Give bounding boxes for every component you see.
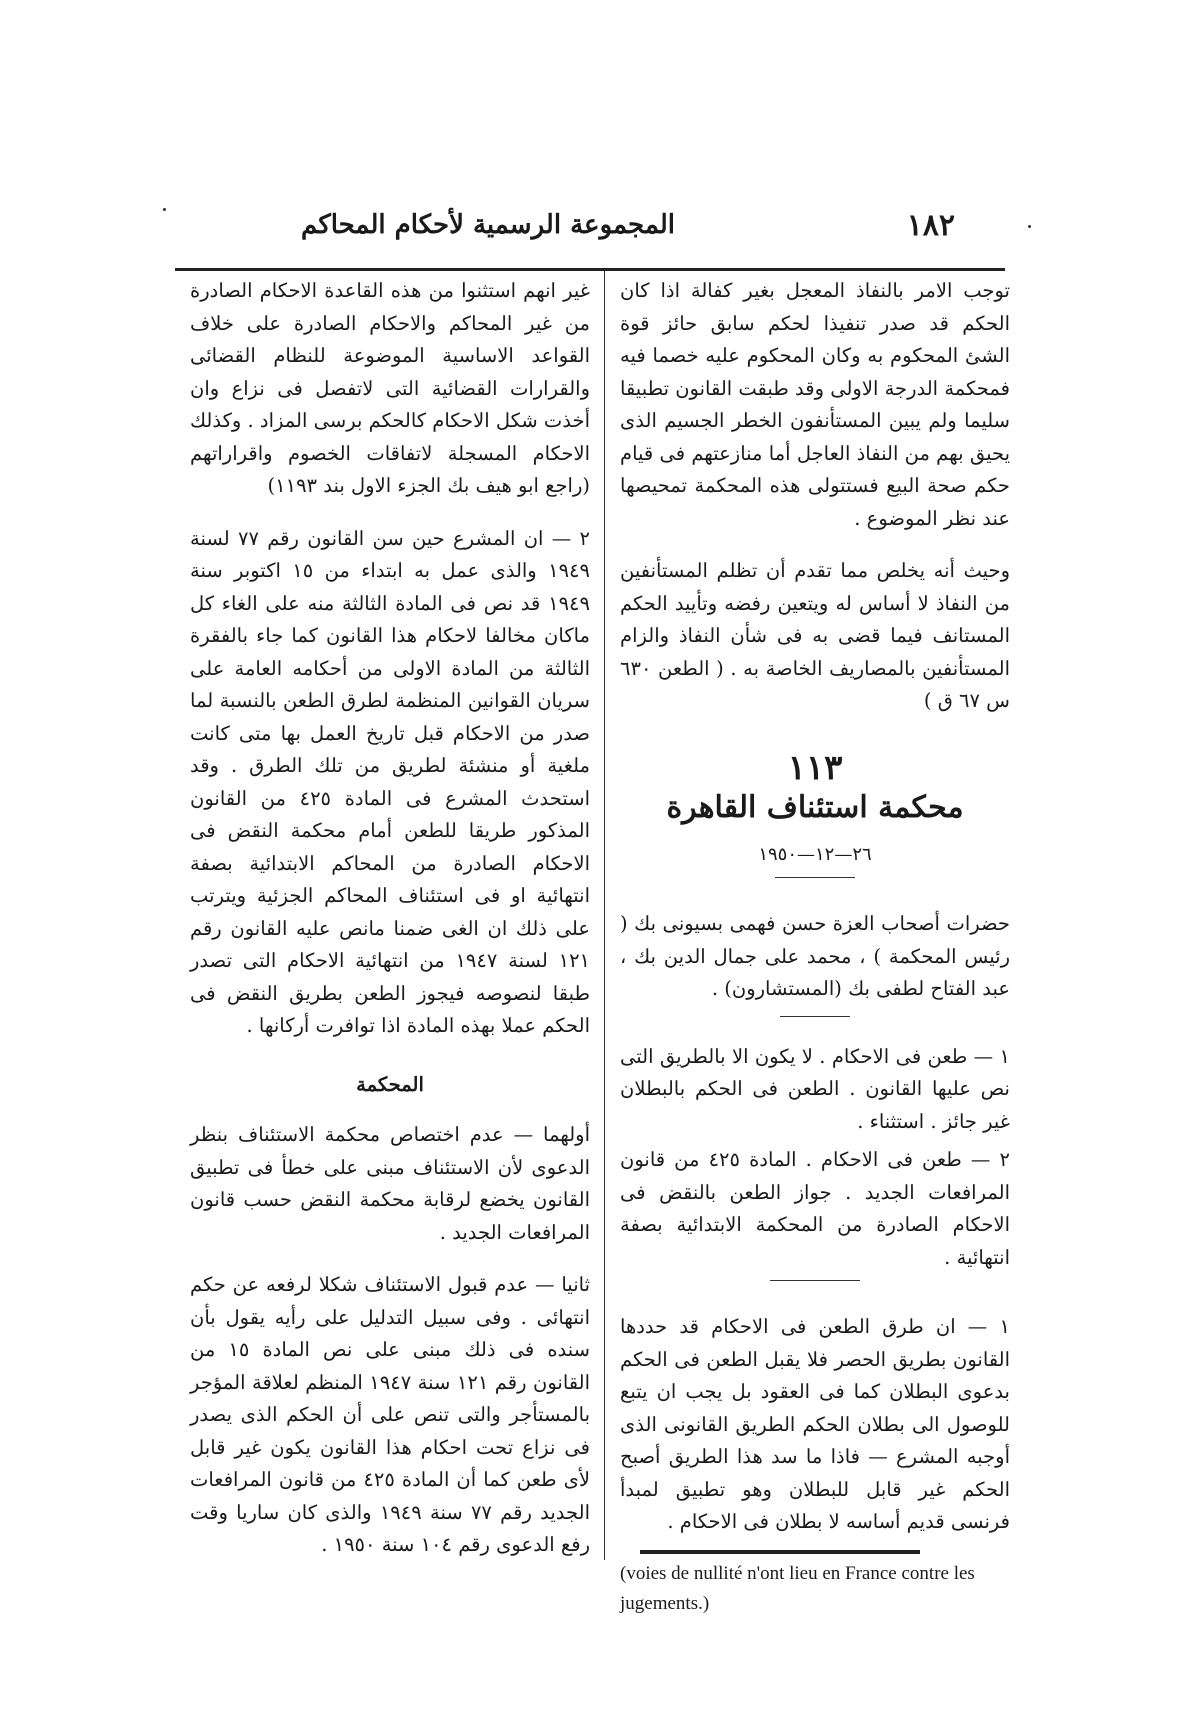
left-paragraph-3: أولهما — عدم اختصاص محكمة الاستئناف بنظر الدعوى لأن الاستئناف مبنى على خطأ فى تطبيق القانون يخضع لرقابة محكمة النقض حسب قانون المرافعات الجديد .	[190, 1123, 590, 1244]
date-rule	[775, 877, 855, 878]
header-rule	[175, 268, 1005, 271]
left-column	[190, 275, 590, 1582]
bench-composition: حضرات أصحاب العزة حسن فهمى بسيونى بك ( رئيس المحكمة ) ، محمد على جمال الدين بك ، عبد الفتاح لطفى بك (المستشارون) .	[620, 912, 1010, 1000]
footer-rule	[640, 1550, 920, 1554]
section-heading: المحكمة	[356, 1072, 424, 1096]
right-paragraph-2: وحيث أنه يخلص مما تقدم أن تظلم المستأنفين من النفاذ لا أساس له ويتعين رفضه وتأييد الحكم المستانف فيما قضى به فى شأن النفاذ والزام المستأنفين بالمصاريف الخاصة به . ( الطعن ٦٣٠ س ٦٧ ق )	[620, 559, 1010, 712]
case-date: ٢٦—١٢—١٩٥٠	[758, 843, 872, 865]
right-paragraph-1: توجب الامر بالنفاذ المعجل بغير كفالة اذا كان الحكم قد صدر تنفيذا لحكم سابق حائز قوة الشئ المحكوم به وكان المحكوم عليه خصما فيه فمحكمة الدرجة الاولى وقد طبقت القانون تطبيقا سليما ولم يبين المستأنفون الخطر الجسيم الذى يحيق بهم من النفاذ العاجل أما منازعتهم فى قيام حكم صحة البيع فستتولى هذه المحكمة تمحيصها عند نظر الموضوع .	[620, 279, 1010, 530]
french-quote: (voies de nullité n'ont lieu en France contre les jugements.)	[620, 1562, 975, 1614]
left-paragraph-1: غير انهم استثنوا من هذه القاعدة الاحكام الصادرة من غير المحاكم والاحكام الصادرة على خلاف القواعد الاساسية الموضوعة للنظام القضائى والقرارات القضائية التى لاتفصل فى نزاع وان أخذت شكل الاحكام كالحكم برسى المزاد . وكذلك الاحكام المسجلة لاتفاقات الخصوم واقراراتهم (راجع ابو هيف بك الجزء الاول بند ١١٩٣)	[190, 279, 590, 497]
page-header	[175, 200, 995, 250]
page-number: ١٨٢	[906, 208, 955, 243]
column-divider	[604, 270, 605, 1560]
bench-rule	[780, 1016, 850, 1017]
headnote-rule	[770, 1280, 860, 1281]
headnote-1: ١ — طعن فى الاحكام . لا يكون الا بالطريق التى نص عليها القانون . الطعن فى الحكم بالبطلان غير جائز . استثناء .	[620, 1044, 1010, 1133]
left-paragraph-2: ٢ — ان المشرع حين سن القانون رقم ٧٧ لسنة ١٩٤٩ والذى عمل به ابتداء من ١٥ اكتوبر سنة ١٩٤٩ قد نص فى المادة الثالثة منه على الغاء كل ماكان مخالفا لاحكام هذا القانون كما جاء بالفقرة الثالثة من المادة الاولى من أحكامه العامة على سريان القوانين المنظمة لطرق الطعن بالنسبة لما صدر من الاحكام قبل تاريخ العمل بها متى كانت ملغية أو منشئة لطريق من تلك الطرق . وقد استحدث المشرع فى المادة ٤٢٥ من القانون المذكور طريقا للطعن أمام محكمة النقض فى الاحكام الصادرة من المحاكم الابتدائية بصفة انتهائية او فى استئناف المحاكم الجزئية ويترتب على ذلك ان الغى ضمنا مانص عليه القانون رقم ١٢١ لسنة ١٩٤٧ من انتهائية الاحكام التى تصدر طبقا لنصوصه فيجوز الطعن بطريق النقض فى الحكم عملا بهذه المادة اذا توافرت أركانها .	[190, 526, 591, 1037]
left-paragraph-4: ثانيا — عدم قبول الاستئناف شكلا لرفعه عن حكم انتهائى . وفى سبيل التدليل على رأيه يقول بأن سنده فى ذلك مبنى على نص المادة ١٥ من القانون رقم ١٢١ سنة ١٩٤٧ المنظم لعلاقة المؤجر بالمستأجر والتى تنص على أن الحكم الذى يصدر فى نزاع تحت احكام هذا القانون يكون غير قابل لأى طعن كما أن المادة ٤٢٥ من قانون المرافعات الجديد رقم ٧٧ سنة ١٩٤٩ والذى كان ساريا وقت رفع الدعوى رقم ١٠٤ سنة ١٩٥٠ .	[190, 1273, 591, 1556]
scan-speck	[163, 208, 166, 211]
right-paragraph-3: ١ — ان طرق الطعن فى الاحكام قد حددها القانون بطريق الحصر فلا يقبل الطعن فى الحكم بدعوى البطلان كما فى العقود بل يجب ان يتبع للوصول الى بطلان الحكم الطريق القانونى الذى أوجبه المشرع — فاذا ما سد هذا الطريق أصبح الحكم غير قابل للبطلان وهو تطبيق لمبدأ فرنسى قديم أساسه لا بطلان فى الاحكام .	[620, 1315, 1010, 1533]
right-column	[620, 275, 1010, 1619]
headnote-2: ٢ — طعن فى الاحكام . المادة ٤٢٥ من قانون المرافعات الجديد . جواز الطعن بالنقض فى الاحكام الصادرة من المحكمة الابتدائية بصفة انتهائية .	[620, 1148, 1010, 1269]
case-number: ١١٣	[787, 747, 843, 788]
scan-speck	[1028, 225, 1031, 228]
court-name: محكمة استئناف القاهرة	[666, 790, 964, 825]
journal-title: المجموعة الرسمية لأحكام المحاكم	[301, 210, 675, 240]
